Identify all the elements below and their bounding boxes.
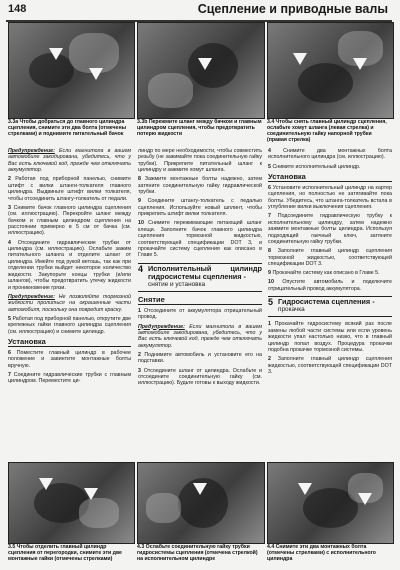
step-paragraph: 3 Снимите бачок главного цилиндра сцепления (см. иллюстрацию). Перекройте шланг между бачком и главным цилиндром сцепления на расстоянии примерно в 5 см от бачка (см. иллюстрацию). bbox=[8, 204, 131, 237]
step-paragraph: 10 Опустите автомобиль и подключите отрицательный провод аккумулятора. bbox=[268, 279, 392, 292]
step-paragraph: 1 Отсоедините от аккумулятора отрицательный провод. bbox=[138, 307, 262, 321]
text-column-1 bbox=[8, 148, 131, 460]
section-title: Исполнительный цилиндр гидросистемы сцепления - bbox=[148, 263, 262, 281]
step-paragraph: 1 Прокачайте гидросистему всякий раз после замены любой части системы или если уровень жидкости упал настолько низко, что в главный цилиндр попал воздух. Процедура прокачки подобна прокачке тормозной системы. bbox=[268, 321, 392, 353]
photo-3-3a bbox=[8, 22, 135, 119]
photo-3-3b bbox=[137, 22, 265, 119]
step-paragraph: 9 Соедините штангу-толкатель с педалью сцепления. Используйте новый шплинт, чтобы прикрепить штифт вилки толкателя. bbox=[138, 198, 262, 218]
step-paragraph: 8 Зажмите монтажные болты надежно, затем затяните соединительную гайку гидравлической трубки. bbox=[138, 176, 262, 196]
step-paragraph: 9 Прокачайте систему как описано в Главе 5. bbox=[268, 270, 380, 277]
step-paragraph: 7 Соедините гидравлические трубки с главным цилиндром. Переместите ци- bbox=[8, 371, 131, 385]
step-paragraph: 7 Подсоедините гидравлическую трубку к исполнительному цилиндру, затем надежно зажмите монтажные болты цилиндра. Используя подходящий гаечный ключ, затяните соединительную гайку трубки. bbox=[268, 213, 392, 246]
step-paragraph: 2 Заполните главный цилиндр сцепления жидкостью, соответствующей спецификации DOT 3. bbox=[268, 356, 392, 375]
step-paragraph: 5 Снимите исполнительный цилиндр. bbox=[268, 163, 361, 170]
caption-3-5: 3.5 Чтобы отделить главный цилиндр сцепления от перегородки, снимите эти две монтажные гайки (отмечены стрелками) bbox=[8, 544, 122, 562]
section-subtitle: снятие и установка bbox=[148, 280, 206, 288]
step-paragraph: 6 Установите исполнительный цилиндр на картер сцепления, но полностью не затягивайте пока болты. Убедитесь, что штанга-толкатель встала в углубление вилки выключения сцепления. bbox=[268, 185, 392, 211]
section-title: Гидросистема сцепления - bbox=[278, 297, 375, 307]
subheading-installation: Установка bbox=[8, 338, 131, 347]
step-paragraph: 6 Поместите главный цилиндр в рабочее положение и завинтите монтажные болты вручную. bbox=[8, 349, 131, 369]
photo-4-4 bbox=[267, 462, 394, 544]
photo-4-3 bbox=[137, 462, 265, 544]
caption-4-3: 4.3 Ослабьте соединительную гайку трубки гидросистемы сцепления (отмечена стрелкой) на исполнительном цилиндре bbox=[137, 544, 258, 562]
page-header bbox=[6, 2, 392, 22]
step-paragraph: 2 Работая под приборной панелью, снимите штифт с вилки штанги-толкателя главного цилиндра. Выдвиньте штифт вилки толкателя, чтобы отсоединить штангу-толкатель от педали. bbox=[8, 176, 131, 202]
step-paragraph: 4 Снимите два монтажных болта исполнительного цилиндра (см. иллюстрацию). bbox=[268, 148, 392, 161]
section-5-heading bbox=[268, 296, 392, 317]
section-subtitle: прокачка bbox=[278, 306, 305, 314]
section-number: 4 bbox=[138, 263, 144, 274]
step-paragraph: 5 Работая под приборной панелью, открутите две крепежных гайки главного цилиндра сцепления (см. иллюстрацию) и снимите цилиндр. bbox=[8, 315, 131, 335]
step-paragraph: 3 Отсоедините шланг от цилиндра. Ослабьте и отсоедините соединительную гайку (см. иллюстрацию). Будьте готовы к выходу жидкости. bbox=[138, 367, 262, 387]
step-paragraph: 8 Заполните главный цилиндр сцепления тормозной жидкостью, соответствующей спецификации DOT 3. bbox=[268, 248, 392, 268]
section-4-heading bbox=[138, 263, 262, 292]
warning-paragraph: Предупреждение: Если магнитола в вашем автомобиле закодирована, убедитесь, что у Вас есть ключевой код, прежде чем отключать аккумулятор. bbox=[138, 323, 262, 349]
warning-paragraph: Предупреждение: Не позволяйте тормозной жидкости пролиться на окрашенные части автомобиля, поскольку она повредит краску. bbox=[8, 293, 131, 313]
photo-3-5 bbox=[8, 462, 135, 544]
step-paragraph: 2 Поднимите автомобиль и установите его на подставки. bbox=[138, 351, 262, 365]
continued-paragraph: линдр по мере необходимости, чтобы совместить резьбу (не зажимайте пока соединительную гайку трубки). Прикрепите питательный шланг к цилиндру и зажмите хомут шланга. bbox=[138, 148, 262, 174]
caption-3-3a: 3.3а Чтобы добраться до главного цилиндра сцепления, снимите эти два болта (отмечены стрелками) и поднимите питательный бачок bbox=[8, 119, 127, 137]
caption-4-4: 4.4 Снимите эти два монтажных болта (отмечены стрелками) с исполнительного цилиндра bbox=[267, 544, 376, 562]
text-column-3 bbox=[268, 148, 392, 460]
warning-paragraph: Предупреждение: Если магнитола в вашем автомобиле закодирована, убедитесь, что у Вас есть ключевой код, прежде чем отключать аккумулятор. bbox=[8, 148, 131, 174]
subheading-installation: Установка bbox=[268, 173, 392, 182]
section-number: 5 bbox=[268, 297, 274, 308]
photo-3-4 bbox=[267, 22, 394, 119]
step-paragraph: 4 Отсоедините гидравлические трубки от цилиндра (см. иллюстрацию). Ослабьте зажим питательного шланга и отделите шланг от цилиндра. Имейте под рукой ветошь, так как при отделении трубки выйдет некоторое количество жидкости. Закупорьте концы трубки (и/или шлангов), чтобы предотвратить утечку жидкости и проникновение грязи. bbox=[8, 239, 131, 291]
page-title: Сцепление и приводные валы bbox=[197, 2, 388, 16]
subheading-removal: Снятие bbox=[138, 296, 262, 305]
page-number: 148 bbox=[8, 3, 27, 15]
text-column-2 bbox=[138, 148, 262, 460]
step-paragraph: 10 Снимите пережимающие питающий шланг клещи. Заполните бачок главного цилиндра сцепления тормозной жидкостью, соответствующей спецификации DOT 3, и прокачайте систему сцепления как описано в Главе 5. bbox=[138, 220, 262, 259]
caption-3-4: 3.4 Чтобы снять главный цилиндр сцепления, ослабьте хомут шланга (левая стрелка) и соединительную гайку напорной трубки (правая стрелка) bbox=[267, 119, 387, 143]
caption-3-3b: 3.3b Пережмите шланг между бачком и главным цилиндром сцепления, чтобы предотвратить потерю жидкости bbox=[137, 119, 262, 137]
